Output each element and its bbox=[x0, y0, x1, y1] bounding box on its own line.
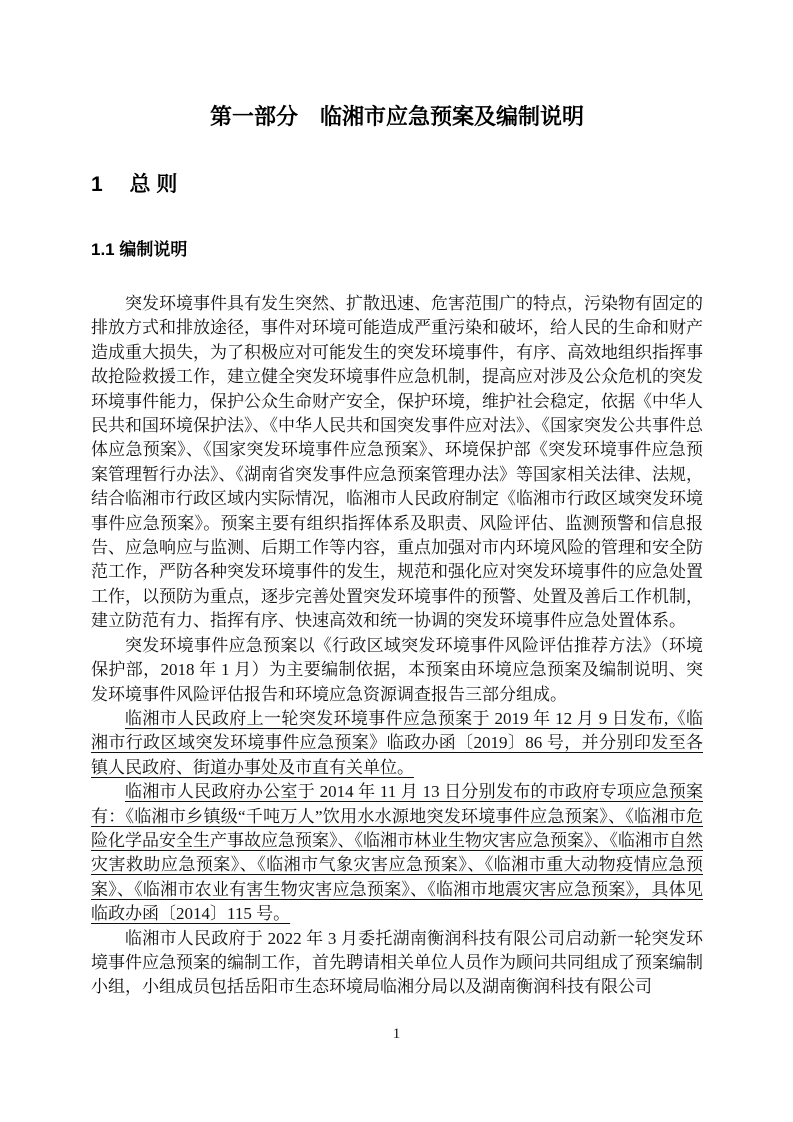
part-title: 第一部分 临湘市应急预案及编制说明 bbox=[209, 104, 584, 129]
paragraph-underlined: 临湘市人民政府上一轮突发环境事件应急预案于 2019 年 12 月 9 日发布,《临湘市行政区域突发环境事件应急预案》临政办函〔2019〕86 号，并分别印发至各镇人民政府、街道办事处及市直有关单位。 bbox=[91, 708, 703, 777]
section-heading: 1 总 则 bbox=[91, 173, 178, 196]
paragraph: 突发环境事件具有发生突然、扩散迅速、危害范围广的特点，污染物有固定的排放方式和排放途径，事件对环境可能造成严重污染和破坏，给人民的生命和财产造成重大损失，为了积极应对可能发生的突发环境事件，有序、高效地组织指挥事故抢险救援工作，建立健全突发环境事件应急机制，提高应对涉及公众危机的突发环境事件能力，保护公众生命财产安全，保护环境，维护社会稳定，依据《中华人民共和国环境保护法》、《中华人民共和国突发事件应对法》、《国家突发公共事件总体应急预案》、《国家突发环境事件应急预案》、环境保护部《突发环境事件应急预案管理暂行办法》、《湖南省突发事件应急预案管理办法》等国家相关法律、法规，结合临湘市行政区域内实际情况，临湘市人民政府制定《临湘市行政区域突发环境事件应急预案》。预案主要有组织指挥体系及职责、风险评估、监测预警和信息报告、应急响应与监测、后期工作等内容，重点加强对市内环境风险的管理和安全防范工作，严防各种突发环境事件的发生，规范和强化应对突发环境事件的应急处置工作，以预防为重点，逐步完善处置突发环境事件的预警、处置及善后工作机制，建立防范有力、指挥有序、快速高效和统一协调的突发环境事件应急处置体系。 bbox=[91, 294, 703, 631]
paragraph-underlined: 临湘市人民政府办公室于 2014 年 11 月 13 日分别发布的市政府专项应急预案有：《临湘市乡镇级“千吨万人”饮用水水源地突发环境事件应急预案》、《临湘市危险化学品安全生产事故应急预案》、《临湘市林业生物灾害应急预案》、《临湘市自然灾害救助应急预案》、《临湘市气象灾害应急预案》、《临湘市重大动物疫情应急预案》、《临湘市农业有害生物灾害应急预案》、《临湘市地震灾害应急预案》，具体见临政办函〔2014〕115 号。 bbox=[91, 782, 703, 924]
paragraph: 临湘市人民政府于 2022 年 3 月委托湖南衡润科技有限公司启动新一轮突发环境事件应急预案的编制工作，首先聘请相关单位人员作为顾问共同组成了预案编制小组，小组成员包括岳阳市生态环境局临湘分局以及湖南衡润科技有限公司 bbox=[91, 928, 703, 997]
body-text bbox=[91, 292, 703, 1000]
page-number: 1 bbox=[392, 1026, 401, 1042]
paragraph: 突发环境事件应急预案以《行政区域突发环境事件风险评估推荐方法》（环境保护部，2018 年 1 月）为主要编制依据，本预案由环境应急预案及编制说明、突发环境事件风险评估报告和环境应急资源调查报告三部分组成。 bbox=[91, 635, 703, 704]
page-content bbox=[91, 103, 703, 1000]
subsection-heading: 1.1 编制说明 bbox=[91, 240, 188, 259]
